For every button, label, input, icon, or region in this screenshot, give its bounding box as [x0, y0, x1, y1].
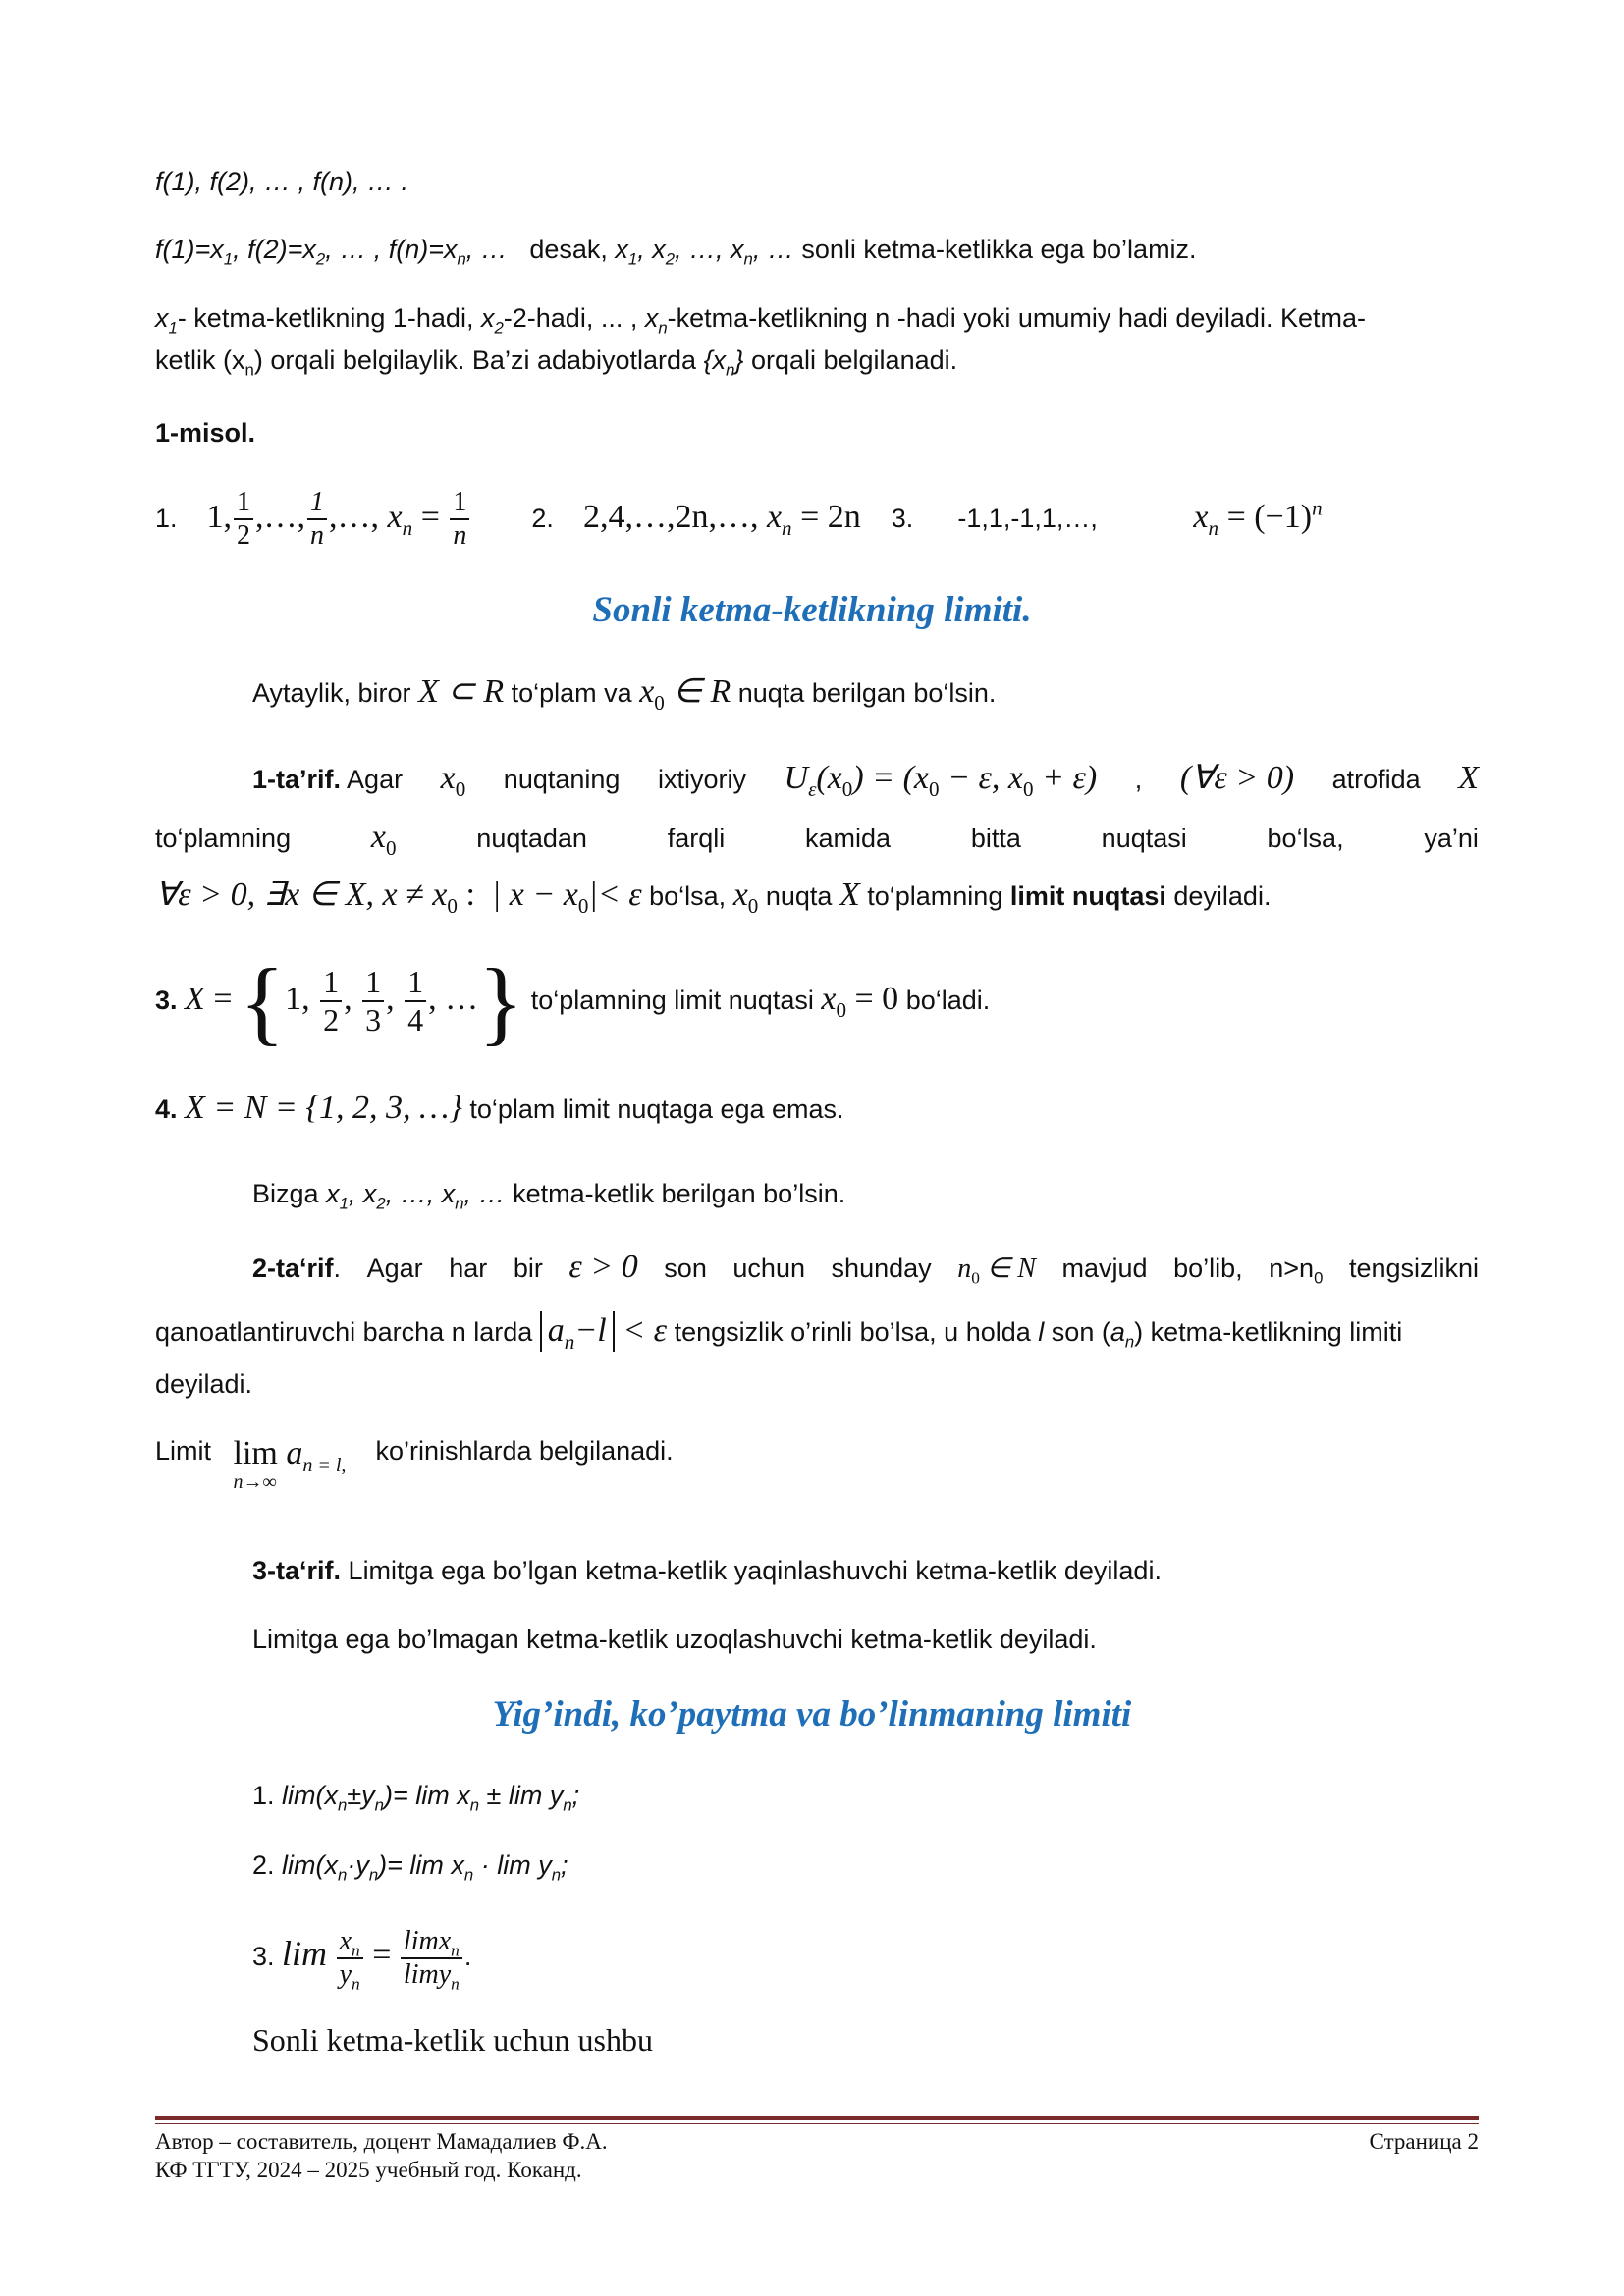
section-heading-limit-rules: Yig’indi, ko’paytma va bo’linmaning limiti: [492, 1694, 1132, 1735]
example-1-formula: 1, $\frac{1}{2}$ ,…, $\frac{1}{n}$ ,…, $x_n$ = $\frac{1}{n}$: [207, 499, 480, 535]
bizga-line: Bizga $x_1$, $x_2$, …, $x_n$, … ketma-ketlik berilgan bo’lsin.: [252, 1179, 846, 1213]
definition-1-label: 1-ta’rif.: [252, 765, 342, 794]
examples-line: 1. 1, $\frac{1}{2}$ ,…, $\frac{1}{n}$ ,…, $x_n$ = $\frac{1}{n}$ 2. 2,4,…,2n,…, $x_n = 2n$ 3. -1,1,-1,1,…, $x_n = (-1)^n$: [155, 487, 1323, 552]
sequence-terms-line: $x_1-$ ketma-ketlikning 1-hadi, $x_2-2$-hadi, ... , $x_n-ketma$-ketlikning n -hadi yoki umumiy hadi deyiladi. Ketma-: [155, 303, 1366, 338]
definition-1-line: 1-ta’rif. Agar $x_0$ nuqtaning ixtiyoriy $U_\varepsilon(x_0) = (x_0 - \varepsilon$, $x_0 + \varepsilon$) , (∀ε > 0) atrofida X: [252, 760, 1479, 801]
aytaylik-line: Aytaylik, biror X ⊂ R to‘plam va $x_0$ ∈ R nuqta berilgan bo‘lsin.: [252, 673, 997, 715]
example-4-line: 4. X = N = {1, 2, 3, …} to‘plam limit nuqtaga ega emas.: [155, 1090, 844, 1126]
footer-rule-thin: [155, 2123, 1479, 2124]
sequence-notation-line: ketlik $(x_n)$ orqali belgilaylik. Ba’zi adabiyotlarda $\{x_n\}$ orqali belgilanadi.: [155, 346, 958, 380]
example-3-line: 3. X = {1, $\frac{1}{2}$ , $\frac{1}{3}$ , $\frac{1}{4}$ , …} to‘plamning limit nuqtasi $x_0 = 0$ bo‘ladi.: [155, 948, 991, 1054]
footer-author: Автор – составитель, доцент Мамадалиев Ф.А.: [155, 2129, 608, 2154]
section-heading-sequence-limit: Sonli ketma-ketlikning limiti.: [592, 590, 1032, 630]
definition-3-line: 3-ta‘rif. Limitga ega bo’lgan ketma-ketlik yaqinlashuvchi ketma-ketlik deyiladi.: [252, 1556, 1162, 1585]
definition-2-label: 2-ta‘rif: [252, 1254, 334, 1283]
definition-3-label: 3-ta‘rif.: [252, 1556, 342, 1585]
limit-point-condition: ∀ε > 0, ∃x ∈ X, $x \ne x_0$ : | $x - x_0|< \varepsilon$: [155, 877, 642, 918]
footer-page-number: Страница 2: [1369, 2129, 1479, 2154]
definition-2-line-3: deyiladi.: [155, 1369, 253, 1399]
definition-1-line-3: ∀ε > 0, ∃x ∈ X, $x \ne x_0$ : | $x - x_0|< \varepsilon$ bo‘lsa, $x_0$ nuqta X to‘plamning limit nuqtasi deyiladi.: [155, 877, 1272, 918]
definition-1-line-2: to‘plamning $x_0$ nuqtadan farqli kamida bitta nuqtasi bo‘lsa, ya’ni: [155, 819, 1479, 860]
definition-2-line-2: qanoatlantiruvchi barcha n larda $a_n-l < \varepsilon$ tengsizlik o’rinli bo’lsa, u holda l son $(a_n)$ ketma-ketlikning limiti: [155, 1312, 1403, 1354]
footer-rule: [155, 2116, 1479, 2120]
definition-3-line-2: Limitga ega bo’lmagan ketma-ketlik uzoqlashuvchi ketma-ketlik deyiladi.: [252, 1625, 1097, 1654]
limit-rule-quotient: 3. lim $\frac{x_n}{y_n}$ = $\frac{\lim x_n}{\lim y_n}$ .: [252, 1925, 472, 1994]
closing-line: Sonli ketma-ketlik uchun ushbu: [252, 2022, 653, 2057]
example-title: 1-misol.: [155, 418, 256, 448]
neighborhood-formula: $U_\varepsilon(x_0) = (x_0 - \varepsilon$, $x_0 + \varepsilon$): [784, 760, 1098, 801]
limit-notation-formula: $\lim a_{n = l,}$ n→∞: [233, 1435, 347, 1493]
limit-rule-sum: 1. $\lim(x_n\pm y_n)= \lim x_n \pm \lim y_n$;: [252, 1781, 580, 1815]
footer-institution: КФ ТГТУ, 2024 – 2025 учебный год. Коканд.: [155, 2158, 582, 2182]
example-2-formula: 2,4,…,2n,…, $x_n = 2n$: [582, 499, 861, 540]
sequence-definition-line: $f(1)=x_1$, $f(2)=x_2$, … , $f(n)=x_n$, … desak, $x_1$, $x_2$, …, $x_n$, … sonli ketma-ketlikka ega bo’lamiz.: [155, 235, 1197, 269]
definition-2-line: 2-ta‘rif. Agar har bir ε > 0 son uchun shunday $n_0$ ∈ N mavjud bo’lib, $n>n_0$ tengsizlikni: [252, 1249, 1479, 1288]
limit-rule-product: 2. $\lim(x_n\cdot y_n)= \lim x_n \cdot \lim y_n$;: [252, 1850, 568, 1885]
limit-notation-line: Limit $\lim a_{n = l,}$ n→∞ ko’rinishlarda belgilanadi.: [155, 1435, 674, 1493]
example-3-formula: $x_n = (-1)^n$: [1193, 496, 1323, 540]
sequence-f-values: f(1), f(2), … , f(n), … .: [155, 167, 409, 196]
